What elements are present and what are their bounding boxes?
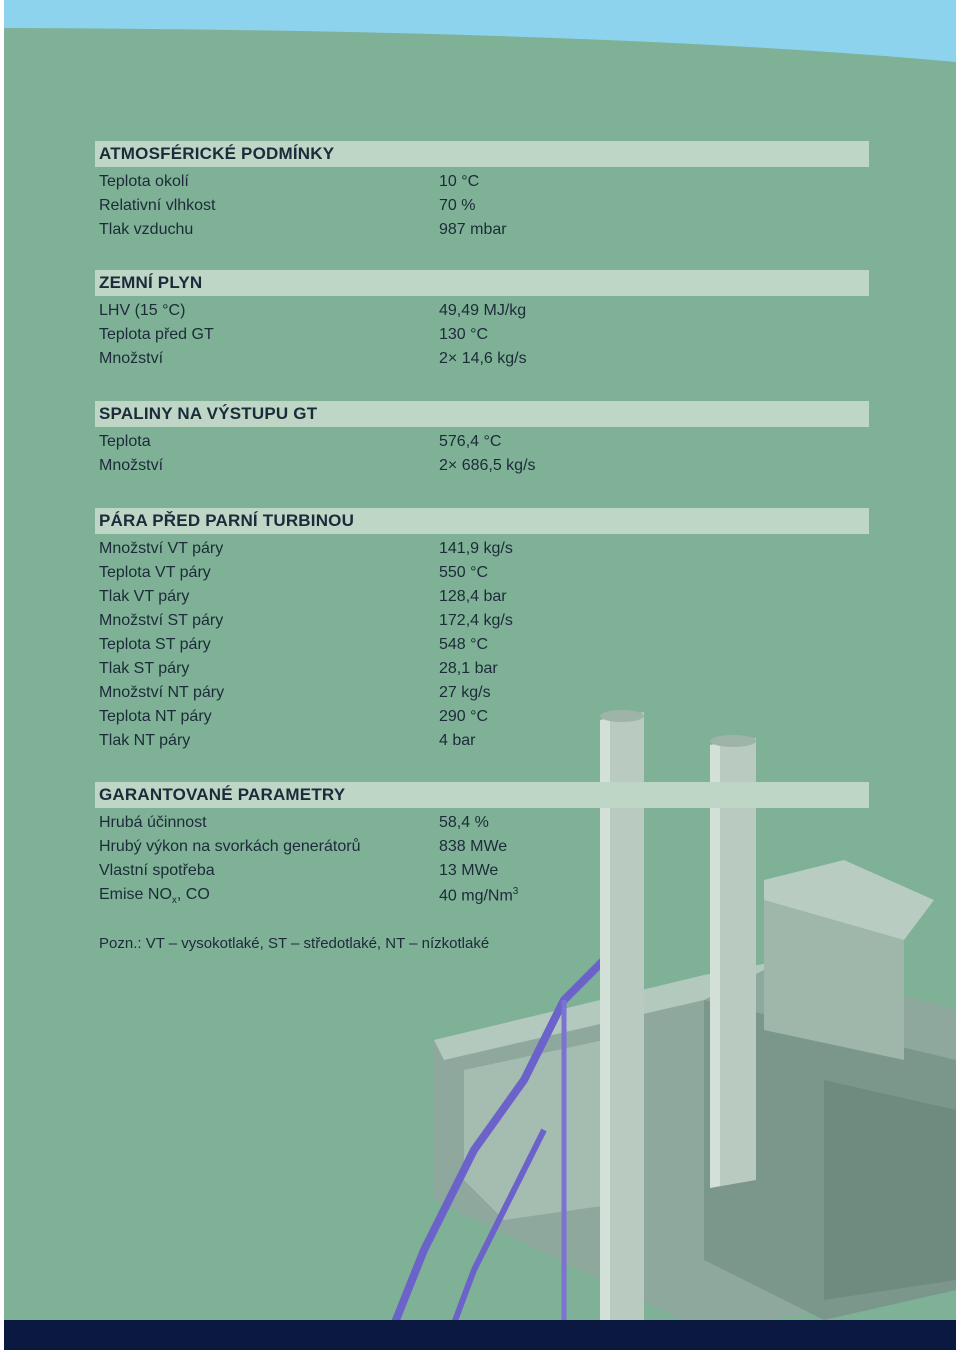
row-label: Množství VT páry xyxy=(99,540,224,557)
data-row xyxy=(95,348,869,372)
row-value: 4 bar xyxy=(439,732,476,749)
emission-label-prefix: Emise NO xyxy=(99,886,172,903)
data-row xyxy=(95,836,869,860)
bottom-band xyxy=(4,1320,956,1350)
row-label: Hrubý výkon na svorkách generátorů xyxy=(99,838,361,855)
data-row xyxy=(95,538,869,562)
row-label: Tlak vzduchu xyxy=(99,221,194,238)
row-value: 70 % xyxy=(439,197,476,214)
row-value: 550 °C xyxy=(439,564,489,581)
row-value: 2× 686,5 kg/s xyxy=(439,457,536,474)
row-value: 2× 14,6 kg/s xyxy=(439,350,527,367)
emission-label-subscript: x xyxy=(171,895,177,907)
row-value: 141,9 kg/s xyxy=(439,540,513,557)
row-label: Teplota VT páry xyxy=(99,564,211,581)
row-label: Teplota ST páry xyxy=(99,636,211,653)
data-row xyxy=(95,658,869,682)
section-atmospheric-conditions xyxy=(95,141,869,243)
data-row xyxy=(95,562,869,586)
row-label: Relativní vlhkost xyxy=(99,197,216,214)
data-row xyxy=(95,171,869,195)
row-value: 27 kg/s xyxy=(439,684,491,701)
data-row xyxy=(95,682,869,706)
data-row xyxy=(95,431,869,455)
emission-label xyxy=(99,886,210,906)
row-value: 28,1 bar xyxy=(439,660,498,677)
row-value: 58,4 % xyxy=(439,814,489,831)
section-natural-gas xyxy=(95,270,869,372)
row-label: Hrubá účinnost xyxy=(99,814,207,831)
row-value: 987 mbar xyxy=(439,221,507,238)
row-value: 130 °C xyxy=(439,326,489,343)
section-header: ZEMNÍ PLYN xyxy=(95,270,869,296)
row-label: Tlak ST páry xyxy=(99,660,190,677)
row-label: Množství NT páry xyxy=(99,684,225,701)
row-label: Teplota před GT xyxy=(99,326,214,343)
section-header: PÁRA PŘED PARNÍ TURBINOU xyxy=(95,508,869,534)
row-value: 172,4 kg/s xyxy=(439,612,513,629)
row-label: Množství ST páry xyxy=(99,612,224,629)
row-label: Teplota NT páry xyxy=(99,708,212,725)
data-row xyxy=(95,195,869,219)
emission-label-suffix: , CO xyxy=(176,886,210,903)
row-value: 10 °C xyxy=(439,173,480,190)
row-label: Tlak NT páry xyxy=(99,732,191,749)
row-value: 290 °C xyxy=(439,708,489,725)
data-row xyxy=(95,610,869,634)
data-row xyxy=(95,706,869,730)
row-label: Vlastní spotřeba xyxy=(99,862,215,879)
section-guaranteed-parameters xyxy=(95,782,869,908)
data-row xyxy=(95,860,869,884)
row-value: 548 °C xyxy=(439,636,489,653)
emission-row xyxy=(95,884,869,908)
emission-value xyxy=(439,886,518,905)
section-header: GARANTOVANÉ PARAMETRY xyxy=(95,782,869,808)
row-value: 49,49 MJ/kg xyxy=(439,302,527,319)
emission-value-main: 40 mg/Nm xyxy=(439,887,513,905)
data-row xyxy=(95,324,869,348)
row-label: LHV (15 °C) xyxy=(99,302,186,319)
data-row xyxy=(95,219,869,243)
section-gt-exhaust xyxy=(95,401,869,479)
row-value: 576,4 °C xyxy=(439,433,502,450)
row-value: 838 MWe xyxy=(439,838,508,855)
row-value: 128,4 bar xyxy=(439,588,507,605)
footnote: Pozn.: VT – vysokotlaké, ST – středotlaké, NT – nízkotlaké xyxy=(99,935,490,952)
section-steam-before-turbine xyxy=(95,508,869,754)
row-label: Tlak VT páry xyxy=(99,588,190,605)
data-row xyxy=(95,634,869,658)
data-row xyxy=(95,812,869,836)
data-row xyxy=(95,300,869,324)
emission-value-superscript: 3 xyxy=(512,886,519,897)
data-row xyxy=(95,730,869,754)
row-label: Množství xyxy=(99,457,164,474)
data-row xyxy=(95,455,869,479)
data-row xyxy=(95,586,869,610)
row-value: 13 MWe xyxy=(439,862,499,879)
row-label: Množství xyxy=(99,350,164,367)
section-header: SPALINY NA VÝSTUPU GT xyxy=(95,401,869,427)
section-header: ATMOSFÉRICKÉ PODMÍNKY xyxy=(95,141,869,167)
row-label: Teplota okolí xyxy=(99,173,189,190)
row-label: Teplota xyxy=(99,433,151,450)
